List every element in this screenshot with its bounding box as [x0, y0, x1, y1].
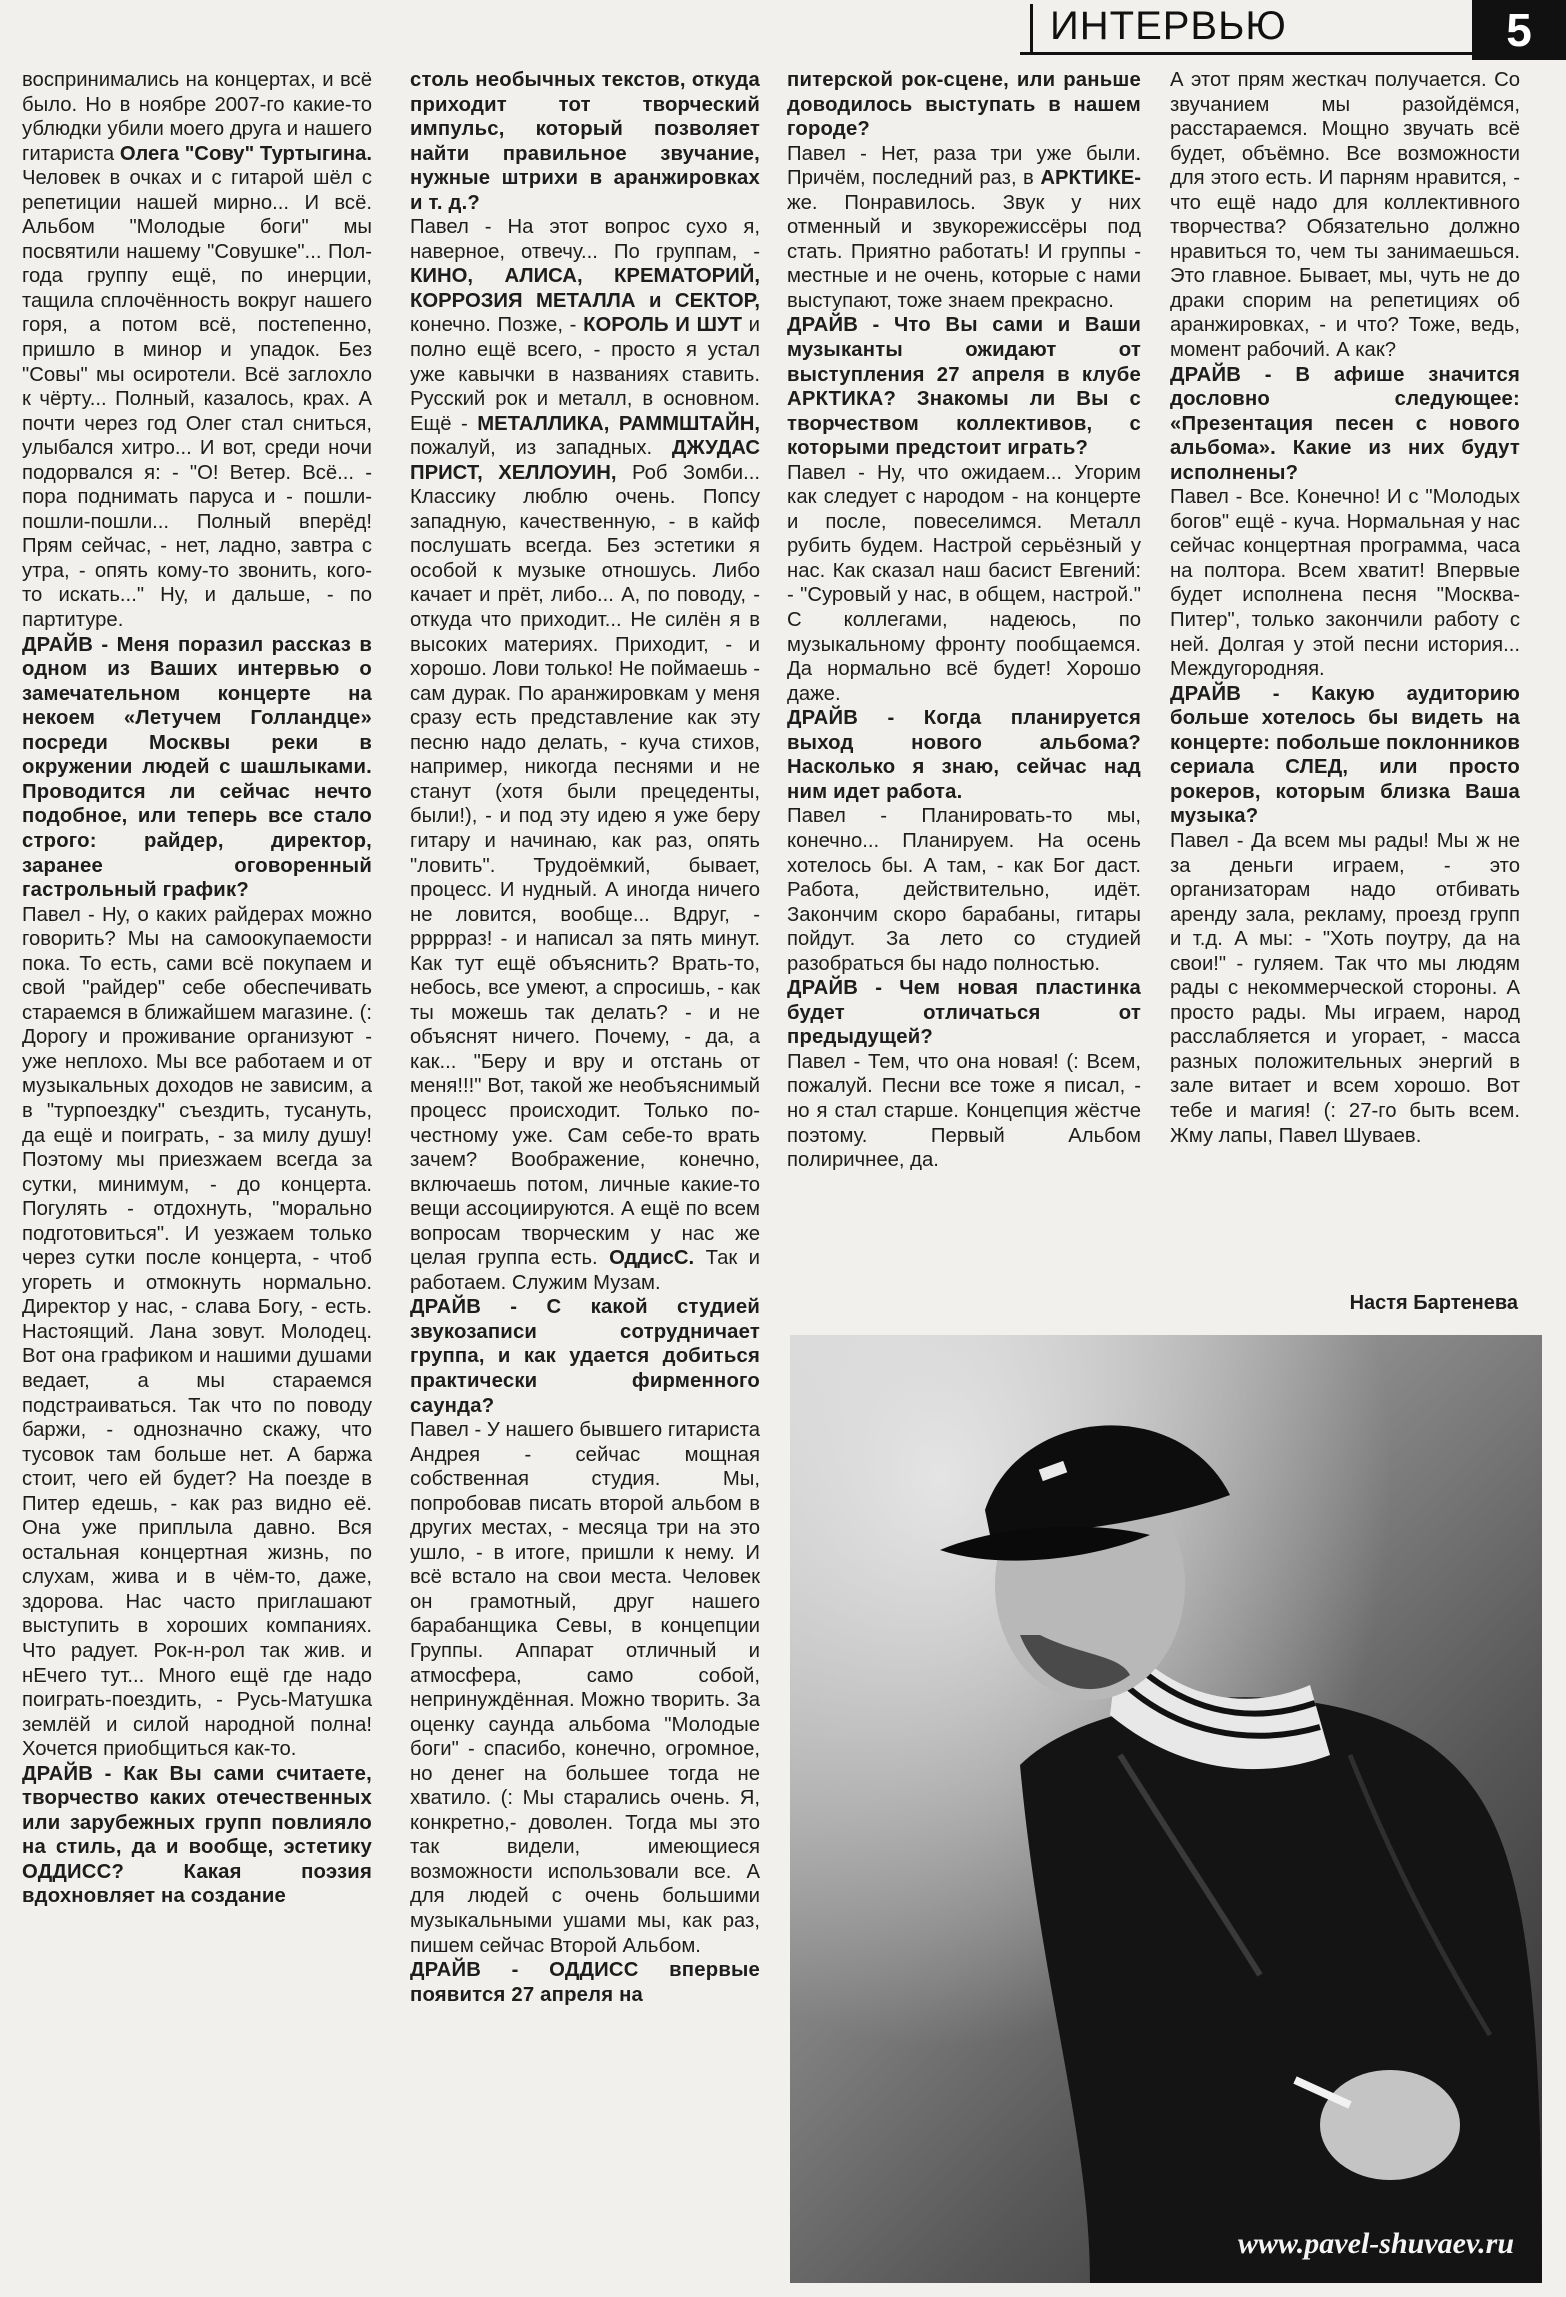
interview-question: ДРАЙВ - С какой студией звукозаписи сотрудничает группа, и как удается добиться практически фирменного саунда? — [410, 1296, 760, 1417]
band-name: Олега "Сову" Туртыгина. — [119, 142, 372, 165]
answer-text: Роб Зомби... Классику люблю очень. Попсу западную, качественную, - в кайф послушать всегда. Без эстетики я особой к музыке отношусь. Либо качает и прёт, либо... А, по поводу, - откуда что приходит... Не силён я в высоких материях. Приходит, - и хорошо. Лови только! Не поймаешь - сам дурак. По аранжировкам у меня сразу есть представление как эту песню надо делать, - куча стихов, например, никогда песнями и не станут (хотя были прецеденты, были!), - и под эту идею я уже беру гитару и начинаю, как раз, опять "ловить". Трудоёмкий, бывает, процесс. И нудный. А иногда ничего не ловится, вообще... Вдруг, - ррррраз! - и написал за пять минут. Как тут ещё объяснить? Врать-то, небось, все умеют, а спросишь, - как ты можешь так делать? - и не объяснят ничего. Почему, - да, а как... "Беру и вру и отстань от меня!!!" Вот, такой же необъяснимый процесс происходит. Только по-честному уже. Сам себе-то врать зачем? Воображение, конечно, включаешь потом, личные какие-то вещи ассоциируются. А ещё по всем вопросам творческим у нас же целая группа есть. — [410, 461, 760, 1270]
interview-answer — [410, 1418, 760, 1958]
answer-text: Павел - Ну, о каких райдерах можно говорить? Мы на самоокупаемости пока. То есть, сами всё покупаем и свой "райдер" себе обеспечивать стараемся в ближайшем магазине. (: Дорогу и проживание организуют - уже неплохо. Мы все работаем и от музыкальных доходов не зависим, а в "турпоездку" съездить, тусануть, да ещё и поиграть, - за милу душу! Поэтому мы приезжаем всегда за сутки, минимум, - до концерта. Погулять - отдохнуть, "морально подготовиться". И уезжаем только через сутки после концерта, - чтоб угореть и отмокнуть нормально. Директор у нас, - слава Богу, - есть. Настоящий. Лана зовут. Молодец. Вот она графиком и нашими душами ведает, а мы стараемся подстраиваться. Так что по поводу баржи, - однозначно скажу, что тусовок там больше нет. А баржа стоит, чего ей будет? На поезде в Питер едешь, - как раз видно её. Она уже приплыла давно. Вся остальная концертная жизнь, по слухам, жива и в чём-то, даже, здорова. Нас часто приглашают выступить в хороших компаниях. Что радует. Рок-н-рол так жив. и нЕчего тут... Много ещё где надо поиграть-поездить, - Русь-Матушка землёй и силой народной полна! Хочется приобщиться как-то. — [22, 903, 372, 1761]
answer-text: конечно. Позже, - — [410, 314, 584, 337]
section-title: ИНТЕРВЬЮ — [1050, 4, 1287, 48]
interview-question: ДРАЙВ - Что Вы сами и Ваши музыканты ожидают от выступления 27 апреля в клубе АРКТИКА? Знакомы ли Вы с творчеством коллективов, с которыми предстоит играть? — [787, 314, 1141, 460]
answer-text: и полно ещё всего, - просто я устал уже кавычки в названиях ставить. Русский рок и металл, в основном. Ещё - — [410, 314, 760, 435]
interview-answer — [787, 461, 1141, 706]
band-name: КОРОЛЬ И ШУТ — [583, 314, 742, 337]
photo-watermark-url: www.pavel-shuvaev.ru — [1237, 2227, 1514, 2260]
answer-text: Павел - Ну, что ожидаем... Угорим как следует с народом - на концерте и после, повеселимся. Металл рубить будем. Настрой серьёзный у нас. Как сказал наш басист Евгений: - "Суровый у нас, в общем, настрой." С коллегами, надеюсь, по музыкальному фронту пообщаемся. Да нормально всё будет! Хорошо даже. — [787, 461, 1141, 705]
answer-text: пожалуй, из западных. — [410, 437, 672, 460]
answer-text: Павел - Все. Конечно! И с "Молодых богов" ещё - куча. Нормальная у нас сейчас концертная программа, часа на полтора. Всем хватит! Впервые будет исполнена песня "Москва-Питер", только закончили работу с ней. Долгая у этой песни история... Междугородняя. — [1170, 486, 1520, 681]
answer-text: А этот прям жесткач получается. Со звучанием мы разойдёмся, расстараемся. Мощно звучать всё будет, объёмно. Все возможности для этого есть. И парням нравится, - что ещё надо для коллективного творчества? Обязательно должно нравиться то, чем ты занимаешься. Это главное. Бывает, мы, чуть не до драки спорим на репетициях об аранжировках, - и что? Тоже, ведь, момент рабочий. А как? — [1170, 69, 1520, 362]
interview-question: ДРАЙВ - Меня поразил рассказ в одном из Ваших интервью о замечательном концерте на некоем «Летучем Голландце» посреди Москвы реки в окружении людей с шашлыками. Проводится ли сейчас нечто подобное, или теперь все стало строго: райдер, директор, заранее оговоренный гастрольный график? — [22, 633, 372, 902]
answer-text: Человек в очках и с гитарой шёл с репетиции нашей мирно... И всё. Альбом "Молодые боги" мы посвятили нашему "Совушке"... Пол-года группу ещё, по инерции, тащила сплочённость вокруг нашего горя, а потом всё, постепенно, пришло в минор и упадок. Без "Совы" мы осиротели. Всё заглохло к чёрту... Полный, казалось, крах. А почти через год Олег стал сниться, улыбался хитро... И вот, среди ночи подорвался я: - "О! Ветер. Всё... - пора поднимать паруса и - пошли-пошли-пошли... Полный вперёд! Прям сейчас, - нет, ладно, завтра с утра, - опять кому-то звонить, кого-то искать..." Ну, и дальше, - по партитуре. — [22, 167, 372, 632]
article-column-2 — [410, 68, 760, 2007]
band-name: АРКТИКЕ- — [1040, 167, 1141, 190]
interview-answer — [22, 68, 372, 633]
answer-text: воспринимались на концертах, и всё было. Но в ноябре 2007-го какие-то ублюдки убили моего друга и нашего гитариста — [22, 69, 372, 165]
interview-answer — [1170, 68, 1520, 363]
article-column-1 — [22, 68, 372, 1909]
answer-text: Павел - Тем, что она новая! (: Всем, пожалуй. Песни все тоже я писал, - но я стал старше. Концепция жёстче поэтому. Первый Альбом полиричнее, да. — [787, 1050, 1141, 1172]
interview-answer — [787, 804, 1141, 976]
interview-question: ДРАЙВ - ОДДИСС впервые появится 27 апреля на — [410, 1959, 760, 2006]
answer-text: Павел - На этот вопрос сухо я, наверное, отвечу... По группам, - — [410, 216, 760, 263]
band-name: ДЖУДАС ПРИСТ, ХЕЛЛОУИН, — [410, 437, 760, 484]
interview-answer — [22, 903, 372, 1762]
interview-question: питерской рок-сцене, или раньше доводилось выступать в нашем городе? — [787, 69, 1141, 141]
article-column-4 — [1170, 68, 1520, 1148]
author-signature: Настя Бартенева — [1349, 1292, 1518, 1314]
interview-question: столь необычных текстов, откуда приходит тот творческий импульс, который позволяет найти правильное звучание, нужные штрихи в аранжировках и т. д.? — [410, 69, 760, 214]
interview-question: ДРАЙВ - Какую аудиторию больше хотелось бы видеть на концерте: побольше поклонников сериала СЛЕД, или просто рокеров, которым близка Ваша музыка? — [1170, 682, 1520, 828]
band-name: ОддисС. — [609, 1247, 695, 1270]
interview-answer — [787, 1050, 1141, 1173]
answer-text: Павел - Да всем мы рады! Мы ж не за деньги играем, - это организаторам надо отбивать аренду зала, рекламу, проезд групп и т.д. А мы: - "Хоть поутру, да на свои!" - гуляем. Так что мы людям рады с некоммерческой стороны. А просто рады. Мы играем, народ расслабляется и угорает, - масса разных положительных энергий в зале витает и всем хорошо. Вот тебе и магия! (: 27-го быть всем. Жму лапы, Павел Шуваев. — [1170, 829, 1520, 1147]
band-name: МЕТАЛЛИКА, РАММШТАЙН, — [477, 412, 760, 435]
portrait-illustration — [790, 1335, 1542, 2283]
interview-question: ДРАЙВ - Когда планируется выход нового альбома? Насколько я знаю, сейчас над ним идет работа. — [787, 707, 1141, 803]
article-column-3 — [787, 68, 1141, 1173]
answer-text: Павел - Планировать-то мы, конечно... Планируем. На осень хотелось бы. А там, - как Бог даст. Работа, действительно, идёт. Закончим скоро барабаны, гитары пойдут. За лето со студией разобраться бы надо полностью. — [787, 805, 1141, 975]
band-name: КИНО, АЛИСА, КРЕМАТОРИЙ, КОРРОЗИЯ МЕТАЛЛА и СЕКТОР, — [410, 265, 760, 312]
interview-question: ДРАЙВ - Чем новая пластинка будет отличаться от предыдущей? — [787, 977, 1141, 1049]
interview-answer — [1170, 485, 1520, 681]
answer-text: Павел - У нашего бывшего гитариста Андрея - сейчас мощная собственная студия. Мы, попробовав писать второй альбом в других местах, - месяца три на это ушло, - в итоге, пришли к нему. И всё встало на свои места. Человек он грамотный, друг нашего барабанщика Севы, в концепции Группы. Аппарат отличный и атмосфера, само собой, непринуждённая. Можно творить. За оценку саунда альбома "Молодые боги" - спасибо, конечно, огромное, но денег на большее тогда не хватило. (: Мы старались очень. Я, конкретно,- доволен. Тогда мы это так видели, имеющиеся возможности использовали все. А для людей с очень большими музыкальными ушами мы, как раз, пишем сейчас Второй Альбом. — [410, 1419, 760, 1957]
interview-answer — [410, 215, 760, 1295]
interview-answer — [1170, 829, 1520, 1148]
answer-text: Так и работаем. Служим Музам. — [410, 1247, 760, 1294]
page-number: 5 — [1472, 0, 1566, 60]
answer-text: же. Понравилось. Звук у них отменный и звукорежиссёры под стать. Приятно работать! И группы - местные и не очень, которые с нами выступают, тоже знаем прекрасно. — [787, 191, 1141, 312]
portrait-photo — [790, 1335, 1542, 2283]
interview-question: ДРАЙВ - Как Вы сами считаете, творчество каких отечественных или зарубежных групп повлияло на стиль, да и вообще, эстетику ОДДИСС? Какая поэзия вдохновляет на создание — [22, 1762, 372, 1908]
interview-question: ДРАЙВ - В афише значится дословно следующее: «Презентация песен с нового альбома». Какие из них будут исполнены? — [1170, 363, 1520, 484]
answer-text: Павел - Нет, раза три уже были. Причём, последний раз, в — [787, 142, 1141, 190]
header-divider — [1030, 4, 1033, 52]
interview-answer — [787, 142, 1141, 314]
